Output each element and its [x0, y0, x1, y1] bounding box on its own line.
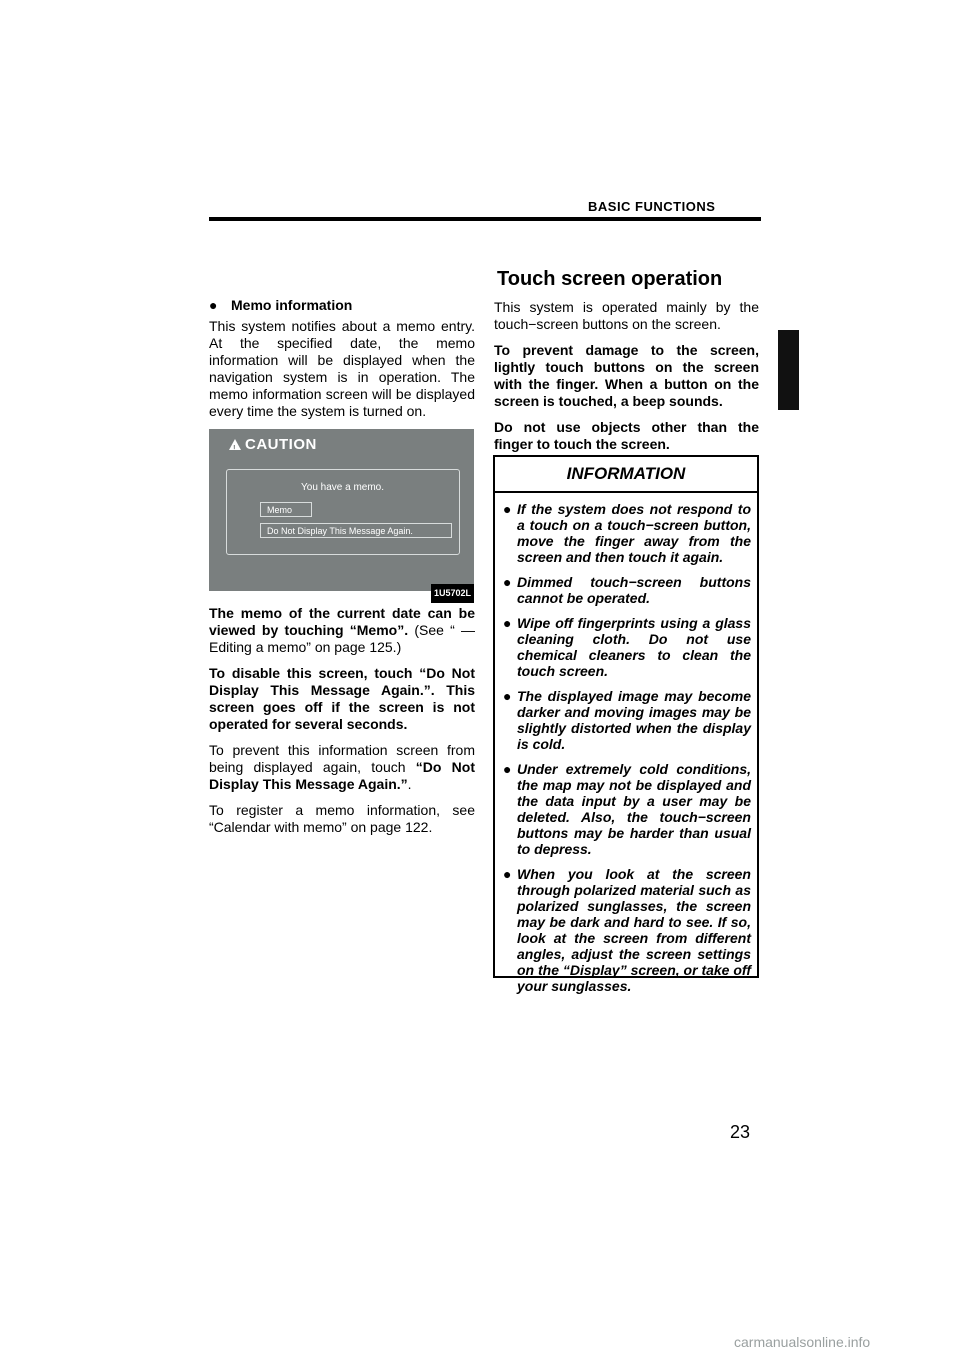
section-header: BASIC FUNCTIONS: [588, 199, 716, 214]
figure-id: 1U5702L: [431, 584, 474, 603]
dialog-message: You have a memo.: [301, 482, 385, 493]
information-title: INFORMATION: [566, 464, 686, 483]
page-number: 23: [730, 1122, 751, 1142]
memo-subhead: [209, 297, 475, 314]
touch-objects-warning: Do not use objects other than the finger to touch the screen.: [494, 419, 759, 452]
prevent-end: .: [407, 776, 412, 792]
chapter-tab: [778, 330, 799, 410]
view-memo-bold: The memo of the current date can be viewed by touching “Memo”.: [209, 605, 475, 638]
footer-watermark: carmanualsonline.info: [734, 1334, 871, 1350]
paragraph-disable: To disable this screen, touch “Do Not Display This Message Again.”. This screen goes off if the screen is not operated for several seconds.: [209, 665, 475, 732]
list-item: [503, 501, 751, 565]
list-item: [503, 574, 751, 606]
bullet-icon: ●: [503, 615, 512, 631]
bullet-icon: ●: [503, 574, 512, 590]
left-column: [209, 297, 475, 845]
memo-screen-figure: [209, 429, 474, 598]
information-rule: [495, 491, 757, 493]
list-item-text: When you look at the screen through polarized material such as polarized sunglasses, the screen may be dark and hard to see. If so, look at the screen from different angles, adjust the screen settings on the “Display” screen, or take off your sunglasses.: [517, 866, 751, 994]
prevent-text: To prevent this information screen from being displayed again, touch: [209, 742, 475, 775]
list-item-text: Wipe off fingerprints using a glass cleaning cloth. Do not use chemical cleaners to clean the touch screen.: [517, 615, 751, 679]
touch-intro: This system is operated mainly by the touch−screen buttons on the screen.: [494, 299, 759, 332]
right-column: [494, 299, 759, 462]
list-item: [503, 615, 751, 679]
touch-damage-warning: To prevent damage to the screen, lightly touch buttons on the screen with the finger. When a button on the screen is touched, a beep sounds.: [494, 342, 759, 409]
memo-intro: This system notifies about a memo entry. At the specified date, the memo information will be displayed when the navigation system is in operation. The memo information screen will be displayed every time the system is turned on.: [209, 318, 475, 419]
bullet-icon: ●: [503, 688, 512, 704]
section-title: Touch screen operation: [497, 268, 723, 290]
list-item: [503, 688, 751, 752]
memo-button[interactable]: Memo: [260, 502, 312, 517]
information-box: [493, 455, 759, 994]
warning-icon: [229, 439, 241, 450]
information-list: [495, 501, 757, 994]
bullet-icon: ●: [209, 297, 218, 313]
caution-label: [229, 436, 317, 453]
paragraph-prevent: [209, 742, 475, 793]
bullet-icon: ●: [503, 761, 512, 777]
list-item: [503, 866, 751, 994]
list-item-text: The displayed image may become darker and moving images may be slightly distorted when the display is cold.: [517, 688, 751, 752]
paragraph-register: To register a memo information, see “Calendar with memo” on page 122.: [209, 802, 475, 835]
memo-subhead-text: Memo information: [231, 297, 353, 313]
paragraph-view-memo: [209, 605, 475, 656]
list-item: [503, 761, 751, 857]
bullet-icon: ●: [503, 866, 512, 882]
list-item-text: Under extremely cold conditions, the map may not be displayed and the data input by a user may be deleted. Also, the touch−screen buttons may be harder than usual to depress.: [517, 761, 751, 857]
list-item-text: Dimmed touch−screen buttons cannot be operated.: [517, 574, 751, 606]
do-not-display-button[interactable]: Do Not Display This Message Again.: [260, 523, 452, 538]
prevent-bold: “Do Not Display This Message Again.”: [209, 759, 475, 792]
view-memo-ref: (See “ — Editing a memo” on page 125.): [209, 622, 475, 655]
header-rule: [209, 217, 761, 221]
caution-text: CAUTION: [245, 436, 317, 453]
memo-dialog: [226, 469, 460, 555]
bullet-icon: ●: [503, 501, 512, 517]
list-item-text: If the system does not respond to a touch on a touch−screen button, move the finger away from the screen and then touch it again.: [517, 501, 751, 565]
